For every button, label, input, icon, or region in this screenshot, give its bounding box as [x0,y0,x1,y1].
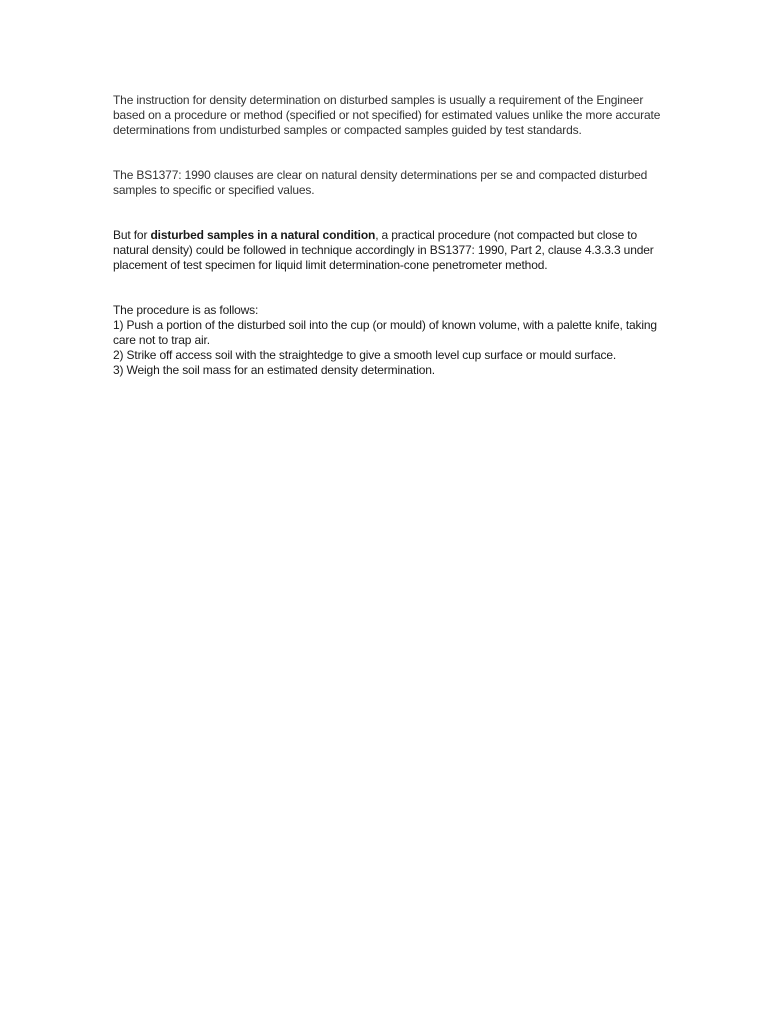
paragraph-bs1377-clauses: The BS1377: 1990 clauses are clear on natural density determinations per se and compacted disturbed samples to specific or specified values. [113,168,648,197]
paragraph-natural-condition-rest: , a practical procedure (not compacted but close to natural density) could be followed in technique accordingly in BS1377: 1990, Part 2, clause 4.3.3.3 under placement of test specimen for liquid limit determination-cone penetrometer method. [113,228,654,272]
procedure-step: 2) Strike off access soil with the straightedge to give a smooth level cup surface or mould surface. [113,348,617,362]
emphasis-disturbed-samples: disturbed samples in a natural condition [150,228,376,242]
paragraph-natural-condition-lead: But for [113,228,151,242]
procedure-intro: The procedure is as follows: [113,303,259,317]
procedure-step: 1) Push a portion of the disturbed soil into the cup (or mould) of known volume, with a palette knife, taking care not to trap air. [113,318,657,347]
paragraph-density-instruction: The instruction for density determination on disturbed samples is usually a requirement of the Engineer based on a procedure or method (specified or not specified) for estimated values unlike the more accurate determinations from undisturbed samples or compacted samples guided by test standards. [113,93,661,137]
document-body [113,93,673,378]
procedure-section [113,303,673,378]
paragraph-natural-condition [113,228,673,273]
procedure-step: 3) Weigh the soil mass for an estimated density determination. [113,363,435,377]
